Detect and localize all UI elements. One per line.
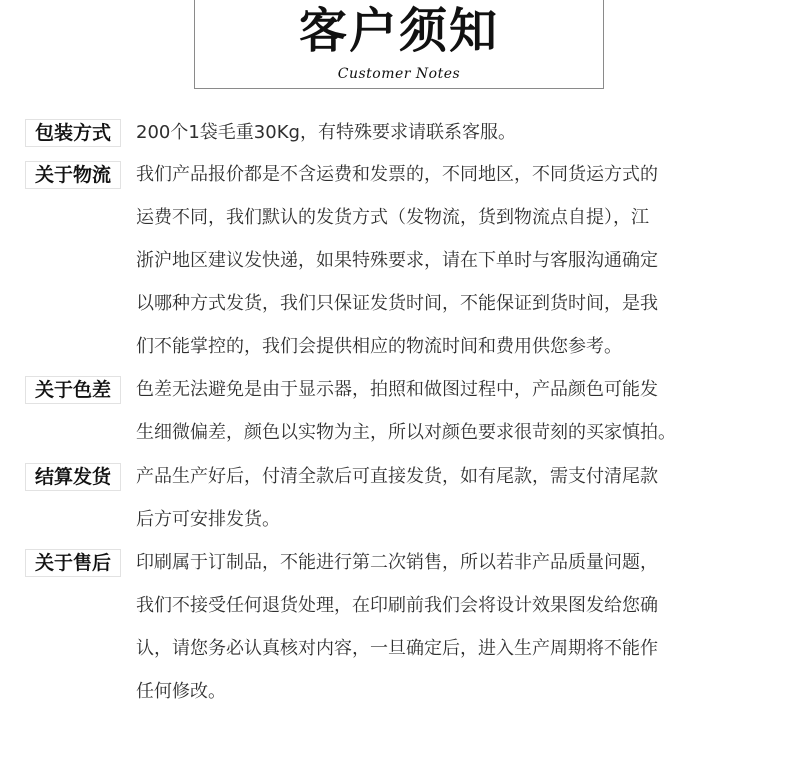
section-label-settlement: 结算发货 [25, 463, 121, 491]
text-line: 认，请您务必认真核对内容，一旦确定后，进入生产周期将不能作 [136, 638, 658, 659]
text-line: 们不能掌控的，我们会提供相应的物流时间和费用供您参考。 [136, 336, 622, 357]
section-body-settlement [136, 455, 776, 541]
page-title: 客户须知 [298, 3, 499, 59]
text-line: 以哪种方式发货，我们只保证发货时间，不能保证到货时间，是我 [136, 293, 658, 314]
text-line: 任何修改。 [136, 681, 226, 702]
text-line: 我们产品报价都是不含运费和发票的，不同地区，不同货运方式的 [136, 164, 658, 185]
text-line: 产品生产好后，付清全款后可直接发货，如有尾款，需支付清尾款 [136, 466, 658, 487]
section-body-packaging [136, 111, 776, 154]
text-line: 浙沪地区建议发快递，如果特殊要求，请在下单时与客服沟通确定 [136, 250, 658, 271]
section-body-logistics [136, 153, 776, 368]
text-line: 印刷属于订制品，不能进行第二次销售，所以若非产品质量问题， [136, 552, 658, 573]
title-box [194, 0, 604, 89]
text-line: 200个1袋毛重30Kg，有特殊要求请联系客服。 [136, 122, 516, 143]
page-subtitle: Customer Notes [337, 66, 461, 82]
text-line: 生细微偏差，颜色以实物为主，所以对颜色要求很苛刻的买家慎拍。 [136, 422, 676, 443]
text-line: 后方可安排发货。 [136, 509, 280, 530]
section-label-logistics: 关于物流 [25, 161, 121, 189]
section-label-after-sales: 关于售后 [25, 549, 121, 577]
section-body-color-difference [136, 368, 776, 454]
section-label-color-difference: 关于色差 [25, 376, 121, 404]
text-line: 运费不同，我们默认的发货方式（发物流，货到物流点自提），江 [136, 207, 649, 228]
section-label-packaging: 包装方式 [25, 119, 121, 147]
text-line: 色差无法避免是由于显示器，拍照和做图过程中，产品颜色可能发 [136, 379, 658, 400]
text-line: 我们不接受任何退货处理，在印刷前我们会将设计效果图发给您确 [136, 595, 658, 616]
section-body-after-sales [136, 541, 776, 713]
